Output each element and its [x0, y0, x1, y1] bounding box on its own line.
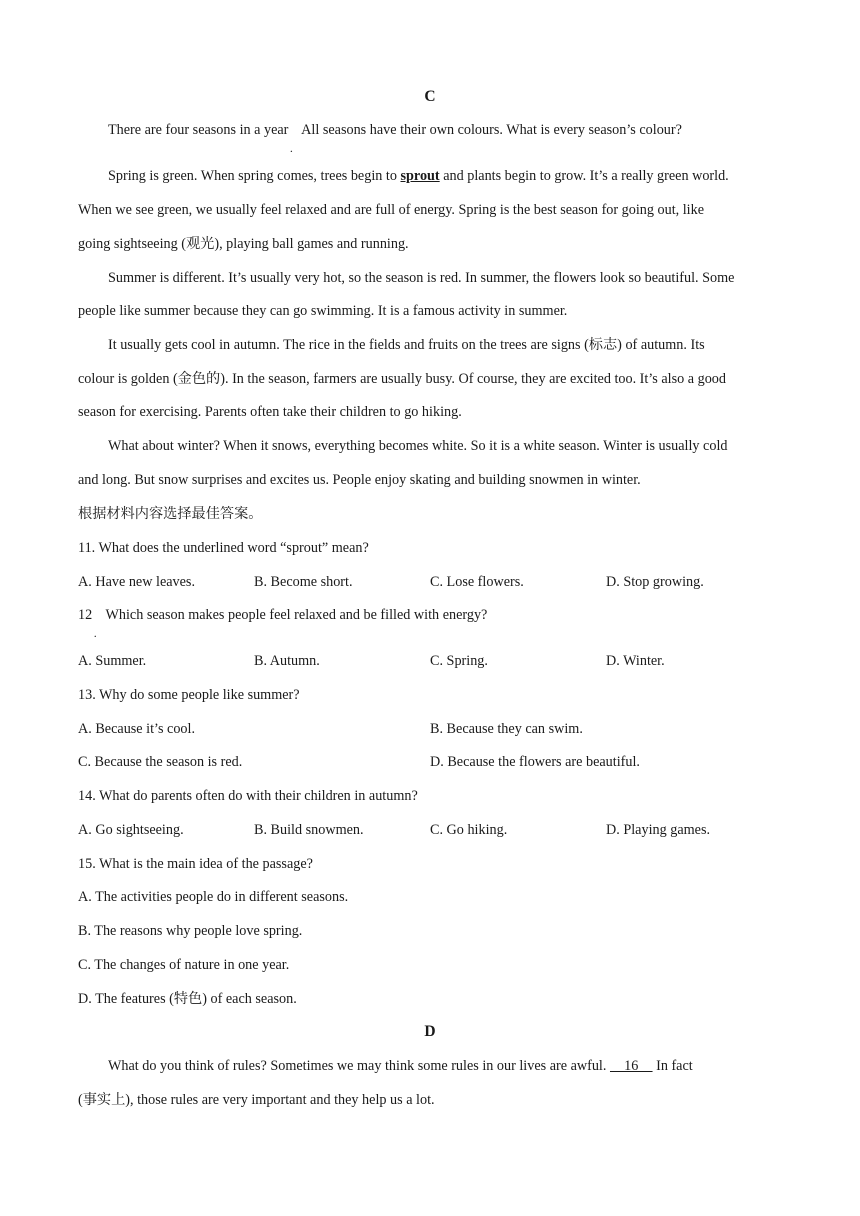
- question-13-stem: 13. Why do some people like summer?: [78, 687, 300, 703]
- question-13-option-a: A. Because it’s cool.: [78, 721, 196, 737]
- question-12-option-d: D. Winter.: [606, 653, 665, 669]
- blank-16: 16: [609, 1058, 653, 1074]
- text: Which season makes people feel relaxed and be filled with energy?: [102, 607, 488, 623]
- passage-d-paragraph-1-line-2: (事实上), those rules are very important and they help us a lot.: [78, 1092, 435, 1108]
- section-heading-d: D: [424, 1023, 436, 1040]
- question-12-option-b: B. Autumn.: [254, 653, 320, 669]
- question-12-option-a: A. Summer.: [78, 653, 147, 669]
- question-11-option-d: D. Stop growing.: [606, 574, 704, 590]
- text: Spring is green. When spring comes, trees begin to: [108, 168, 401, 184]
- question-15-option-b: B. The reasons why people love spring.: [78, 923, 303, 939]
- question-14-option-b: B. Build snowmen.: [254, 822, 364, 838]
- passage-c-paragraph-5-line-1: What about winter? When it snows, everything becomes white. So it is a white season. Winter is usually cold: [108, 438, 728, 454]
- passage-c-paragraph-2-line-1: [108, 167, 729, 185]
- question-11-option-c: C. Lose flowers.: [430, 574, 524, 590]
- underlined-word-sprout: sprout: [400, 168, 440, 184]
- passage-c-paragraph-4-line-3: season for exercising. Parents often take their children to go hiking.: [78, 404, 462, 420]
- text: What do you think of rules? Sometimes we may think some rules in our lives are awful.: [108, 1058, 610, 1074]
- question-number: 12: [78, 607, 93, 623]
- question-11-stem: 11. What does the underlined word “sprout” mean?: [78, 540, 369, 556]
- question-14-option-a: A. Go sightseeing.: [78, 822, 184, 838]
- text: There are four seasons in a year: [108, 122, 289, 138]
- question-15-option-c: C. The changes of nature in one year.: [78, 957, 290, 973]
- question-14-stem: 14. What do parents often do with their children in autumn?: [78, 788, 418, 804]
- text: In fact: [652, 1058, 693, 1074]
- section-heading-c: C: [424, 88, 436, 105]
- passage-c-paragraph-4-line-1: It usually gets cool in autumn. The rice in the fields and fruits on the trees are signs (标志) of autumn. Its: [108, 337, 705, 353]
- question-14-option-d: D. Playing games.: [606, 822, 711, 838]
- question-13-option-b: B. Because they can swim.: [430, 721, 583, 737]
- text: and plants begin to grow. It’s a really green world.: [439, 168, 729, 184]
- question-11-option-a: A. Have new leaves.: [78, 574, 195, 590]
- passage-c-paragraph-4-line-2: colour is golden (金色的). In the season, farmers are usually busy. Of course, they are excited too. It’s also a good: [78, 371, 726, 387]
- passage-d-paragraph-1-line-1: [108, 1057, 693, 1075]
- passage-c-paragraph-2-line-3: going sightseeing (观光), playing ball games and running.: [78, 236, 409, 252]
- passage-c-paragraph-3-line-1: Summer is different. It’s usually very hot, so the season is red. In summer, the flowers look so beautiful. Some: [108, 270, 735, 286]
- question-15-option-a: A. The activities people do in different seasons.: [78, 889, 349, 905]
- text: All seasons have their own colours. What is every season’s colour?: [298, 122, 682, 138]
- question-15-stem: 15. What is the main idea of the passage?: [78, 856, 313, 872]
- question-12-stem: [78, 606, 487, 624]
- passage-c-paragraph-5-line-2: and long. But snow surprises and excites us. People enjoy skating and building snowmen in winter.: [78, 472, 641, 488]
- passage-c-paragraph-1: [108, 121, 682, 139]
- question-12-option-c: C. Spring.: [430, 653, 488, 669]
- instruction-text: 根据材料内容选择最佳答案。: [78, 506, 263, 522]
- question-15-option-d: D. The features (特色) of each season.: [78, 991, 297, 1007]
- passage-c-paragraph-2-line-2: When we see green, we usually feel relaxed and are full of energy. Spring is the best season for going out, like: [78, 202, 705, 218]
- question-11-option-b: B. Become short.: [254, 574, 353, 590]
- question-14-option-c: C. Go hiking.: [430, 822, 508, 838]
- question-13-option-d: D. Because the flowers are beautiful.: [430, 754, 640, 770]
- question-13-option-c: C. Because the season is red.: [78, 754, 243, 770]
- passage-c-paragraph-3-line-2: people like summer because they can go swimming. It is a famous activity in summer.: [78, 303, 568, 319]
